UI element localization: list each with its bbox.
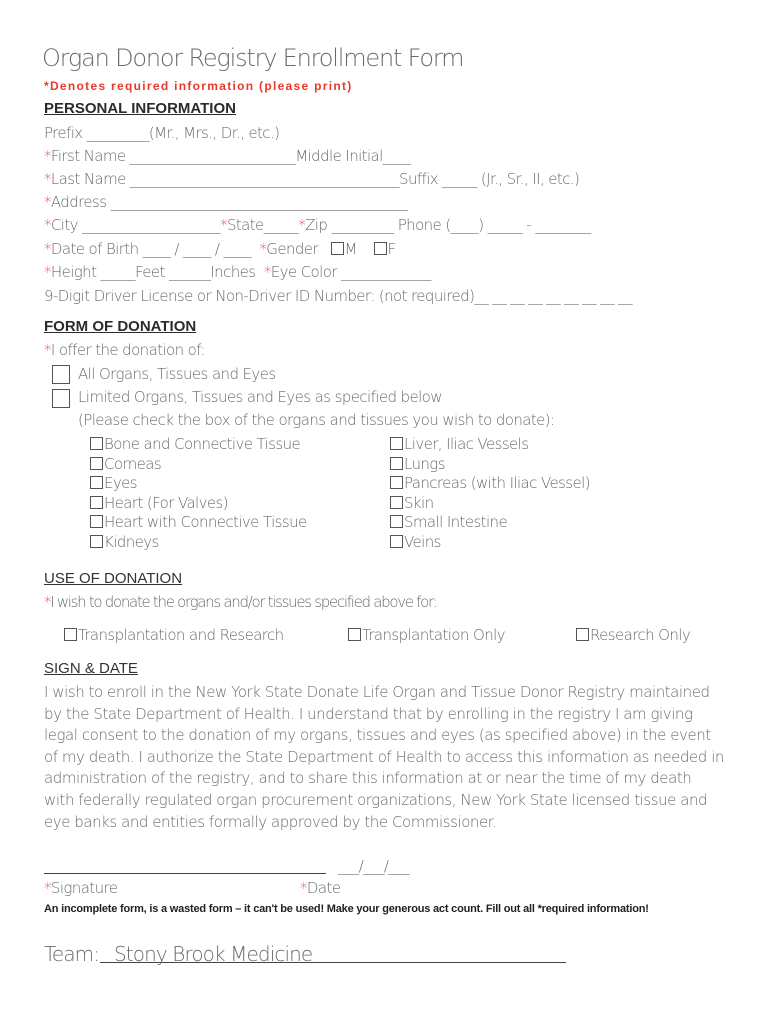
organ-label: Veins (404, 532, 441, 551)
team-value[interactable]: Stony Brook Medicine (114, 942, 313, 966)
checkbox[interactable] (576, 628, 589, 641)
city-state-zip-field[interactable] (44, 216, 590, 234)
checkbox[interactable] (390, 476, 403, 489)
checkbox[interactable] (90, 535, 103, 548)
donation-instruction: (Please check the box of the organs and tissues you wish to donate): (78, 411, 555, 429)
height-line: Height _____Feet ______Inches (50, 263, 256, 281)
eye-color-line: Eye Color _____________ (270, 263, 431, 281)
organ-left-item[interactable] (90, 494, 307, 514)
offer-text: I offer the donation of: (50, 341, 205, 359)
required-asterisk: * (44, 879, 51, 897)
required-asterisk: * (44, 170, 51, 188)
checkbox[interactable] (90, 496, 103, 509)
organ-label: Liver, Iliac Vessels (404, 435, 529, 453)
form-of-donation-heading: FORM OF DONATION (44, 318, 197, 335)
wish-text: I wish to donate the organs and/or tissues specified above for: (50, 593, 437, 611)
organ-right-item[interactable] (390, 533, 590, 553)
personal-information-heading: PERSONAL INFORMATION (44, 100, 236, 117)
gender-m-checkbox[interactable] (331, 242, 344, 255)
team-label: Team: (44, 942, 100, 966)
license-field[interactable]: 9-Digit Driver License or Non-Driver ID Number: (not required)__ __ __ __ __ __ __ __ __ (44, 287, 632, 305)
checkbox[interactable] (390, 515, 403, 528)
organ-left-item[interactable] (90, 474, 307, 494)
organ-right-item[interactable] (390, 494, 590, 514)
prefix-field[interactable]: Prefix _________(Mr., Mrs., Dr., etc.) (44, 124, 280, 142)
organ-label: Eyes (104, 474, 137, 493)
date-line[interactable]: ___/___/___ (338, 857, 410, 875)
required-asterisk: * (220, 216, 227, 234)
page-title: Organ Donor Registry Enrollment Form (42, 44, 464, 72)
checkbox[interactable] (90, 437, 103, 450)
checkbox[interactable] (348, 628, 361, 641)
organ-label: Small Intestine (404, 513, 508, 532)
gender-label: Gender (266, 240, 318, 258)
organ-left-item[interactable] (90, 533, 307, 553)
organ-label: Skin (404, 493, 434, 512)
checkbox[interactable] (390, 437, 403, 450)
organ-label: Heart with Connective Tissue (104, 513, 307, 532)
consent-paragraph: I wish to enroll in the New York State Donate Life Organ and Tissue Donor Registry maintained by the State Department of Health. I understand that by enrolling in the registry I am giving legal consent to the donation of my organs, tissues and eyes (as specified above) in the event of my death. I authorize the State Department of Health to access this information as needed in administration of the registry, and to share this information at or near the time of my death with federally regulated organ procurement organizations, New York State licensed tissue and eye banks and entities formally approved by the Commissioner. (44, 683, 724, 831)
signature-text: Signature (50, 879, 118, 897)
use-option-transplant-only[interactable] (348, 626, 505, 644)
checkbox[interactable] (64, 628, 77, 641)
sign-date-heading: SIGN & DATE (44, 660, 138, 677)
first-name-field[interactable] (44, 147, 410, 165)
gender-m-label: M (344, 240, 357, 258)
state-line: State_____ (226, 216, 299, 234)
organ-left-item[interactable] (90, 435, 307, 455)
address-line: Address ___________________________________________ (50, 193, 408, 211)
height-eye-field[interactable] (44, 263, 431, 281)
required-note: *Denotes required information (please print) (44, 79, 353, 93)
required-asterisk: * (44, 593, 51, 611)
date-label (300, 879, 340, 897)
checkbox[interactable] (90, 476, 103, 489)
signature-line[interactable] (44, 873, 326, 874)
checkbox[interactable] (90, 457, 103, 470)
organ-left-item[interactable] (90, 455, 307, 475)
last-name-line: Last Name _______________________________________Suffix _____ (Jr., Sr., II, etc.) (50, 170, 580, 188)
organ-label: Lungs (404, 454, 445, 473)
organ-label: Kidneys (104, 532, 159, 551)
last-name-field[interactable] (44, 170, 579, 188)
organ-list-right (390, 435, 590, 553)
required-asterisk: * (44, 240, 51, 258)
organ-right-item[interactable] (390, 435, 590, 455)
first-name-line: First Name ________________________Middle Initial____ (50, 147, 411, 165)
use-option-research-only[interactable] (576, 626, 690, 644)
offer-label (44, 341, 205, 359)
checkbox[interactable] (390, 457, 403, 470)
required-asterisk: * (259, 240, 267, 258)
signature-label (44, 879, 117, 897)
organ-label: Bone and Connective Tissue (104, 435, 301, 453)
use-option-transplant-research[interactable] (64, 626, 284, 644)
use-option-label: Research Only (590, 626, 691, 644)
address-field[interactable] (44, 193, 407, 211)
organ-label: Pancreas (with Iliac Vessel) (404, 474, 590, 493)
gender-f-label: F (387, 240, 396, 258)
organ-right-item[interactable] (390, 455, 590, 475)
required-asterisk: * (44, 216, 51, 234)
required-asterisk: * (300, 879, 307, 897)
required-asterisk: * (44, 341, 51, 359)
required-asterisk: * (263, 263, 271, 281)
city-line: City ____________________ (50, 216, 221, 234)
gender-f-checkbox[interactable] (374, 242, 387, 255)
all-organs-label: All Organs, Tissues and Eyes (78, 365, 276, 383)
checkbox[interactable] (390, 535, 403, 548)
organ-left-item[interactable] (90, 513, 307, 533)
required-asterisk: * (44, 147, 51, 165)
all-organs-checkbox[interactable] (52, 365, 70, 384)
organ-label: Corneas (104, 454, 162, 473)
required-asterisk: * (298, 216, 306, 234)
required-asterisk: * (44, 263, 51, 281)
use-option-label: Transplantation and Research (78, 626, 284, 644)
incomplete-form-note: An incomplete form, is a wasted form – it can't be used! Make your generous act count. Fill out all *required information! (44, 903, 649, 915)
organ-list-left (90, 435, 307, 553)
use-of-donation-heading: USE OF DONATION (44, 570, 183, 587)
limited-organs-label: Limited Organs, Tissues and Eyes as specified below (78, 388, 442, 406)
organ-right-item[interactable] (390, 474, 590, 494)
organ-right-item[interactable] (390, 513, 590, 533)
checkbox[interactable] (390, 496, 403, 509)
wish-label (44, 593, 436, 611)
zip-phone-line: Zip _________ Phone (____) _____ - ________ (305, 216, 591, 234)
checkbox[interactable] (90, 515, 103, 528)
dob-line: Date of Birth ____ / ____ / ____ (50, 240, 252, 258)
organ-label: Heart (For Valves) (104, 493, 229, 512)
use-option-label: Transplantation Only (362, 626, 505, 644)
date-text: Date (306, 879, 341, 897)
dob-gender-field[interactable] (44, 240, 396, 258)
required-asterisk: * (44, 193, 51, 211)
limited-organs-checkbox[interactable] (52, 389, 70, 408)
